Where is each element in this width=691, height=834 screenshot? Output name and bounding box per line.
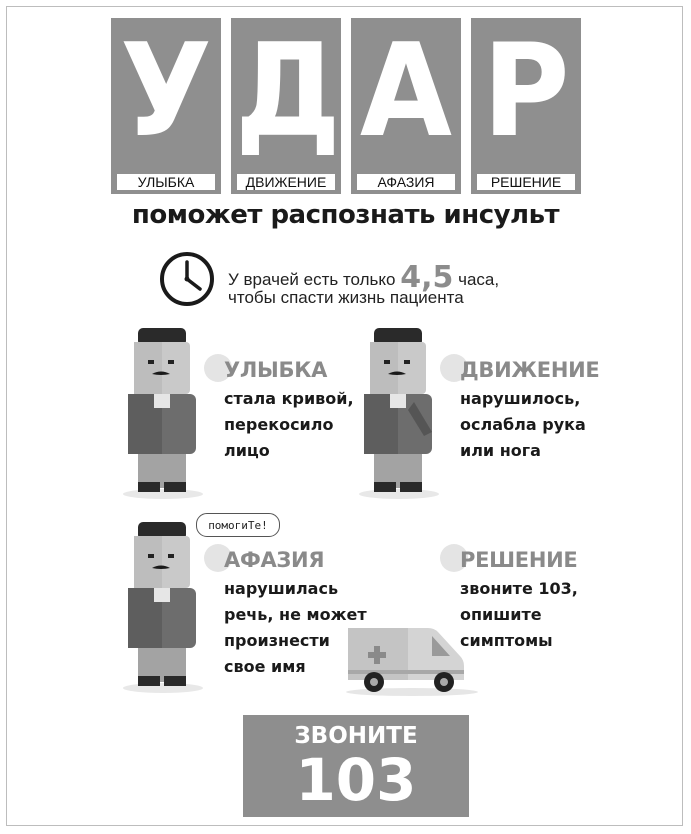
- speech-bubble-text: помогиТе!: [208, 519, 268, 532]
- letter-block-u: [111, 18, 221, 194]
- section-line: перекосило: [224, 415, 334, 434]
- time-note-prefix: У врачей есть только: [228, 270, 396, 289]
- section-title-aphasia: АФАЗИЯ: [224, 548, 325, 572]
- letter-a: А: [359, 17, 453, 166]
- section-title-decision: РЕШЕНИЕ: [460, 548, 578, 572]
- cta-number: 103: [295, 746, 417, 814]
- person-figure-movement: [354, 322, 444, 502]
- cta-label: ЗВОНИТЕ: [294, 723, 418, 749]
- section-title-smile: УЛЫБКА: [224, 358, 328, 382]
- call-to-action-block: [243, 715, 469, 817]
- letter-r: Р: [482, 17, 570, 166]
- clock-icon: [158, 250, 216, 308]
- time-note-suffix: часа,: [458, 270, 500, 289]
- letter-u: У: [120, 17, 212, 166]
- section-text-aphasia: [224, 576, 367, 680]
- letter-block-r: [471, 18, 581, 194]
- time-note-line2: чтобы спасти жизнь пациента: [228, 288, 464, 307]
- section-text-movement: [460, 386, 586, 464]
- section-text-smile: [224, 386, 354, 464]
- time-note-hours: 4,5: [400, 260, 454, 295]
- section-line: опишите: [460, 605, 542, 624]
- section-line: речь, не может: [224, 605, 367, 624]
- section-line: ослабла рука: [460, 415, 586, 434]
- letter-d: Д: [234, 17, 341, 166]
- section-line: нарушилась: [224, 579, 339, 598]
- speech-bubble: [196, 513, 280, 537]
- section-text-decision: [460, 576, 578, 654]
- letter-word-smile: УЛЫБКА: [117, 174, 215, 190]
- letter-word-movement: ДВИЖЕНИЕ: [237, 174, 335, 190]
- section-line: звоните 103,: [460, 579, 578, 598]
- section-line: свое имя: [224, 657, 306, 676]
- section-line: произнести: [224, 631, 330, 650]
- letter-block-d: [231, 18, 341, 194]
- section-line: или нога: [460, 441, 541, 460]
- section-line: нарушилось,: [460, 389, 581, 408]
- person-figure-smile: [118, 322, 208, 502]
- letter-word-decision: РЕШЕНИЕ: [477, 174, 575, 190]
- letter-word-aphasia: АФАЗИЯ: [357, 174, 455, 190]
- section-title-movement: ДВИЖЕНИЕ: [460, 358, 600, 382]
- subtitle: поможет распознать инсульт: [131, 200, 560, 230]
- person-figure-aphasia: [118, 516, 208, 696]
- section-line: стала кривой,: [224, 389, 354, 408]
- letter-block-a: [351, 18, 461, 194]
- section-line: симптомы: [460, 631, 553, 650]
- section-line: лицо: [224, 441, 270, 460]
